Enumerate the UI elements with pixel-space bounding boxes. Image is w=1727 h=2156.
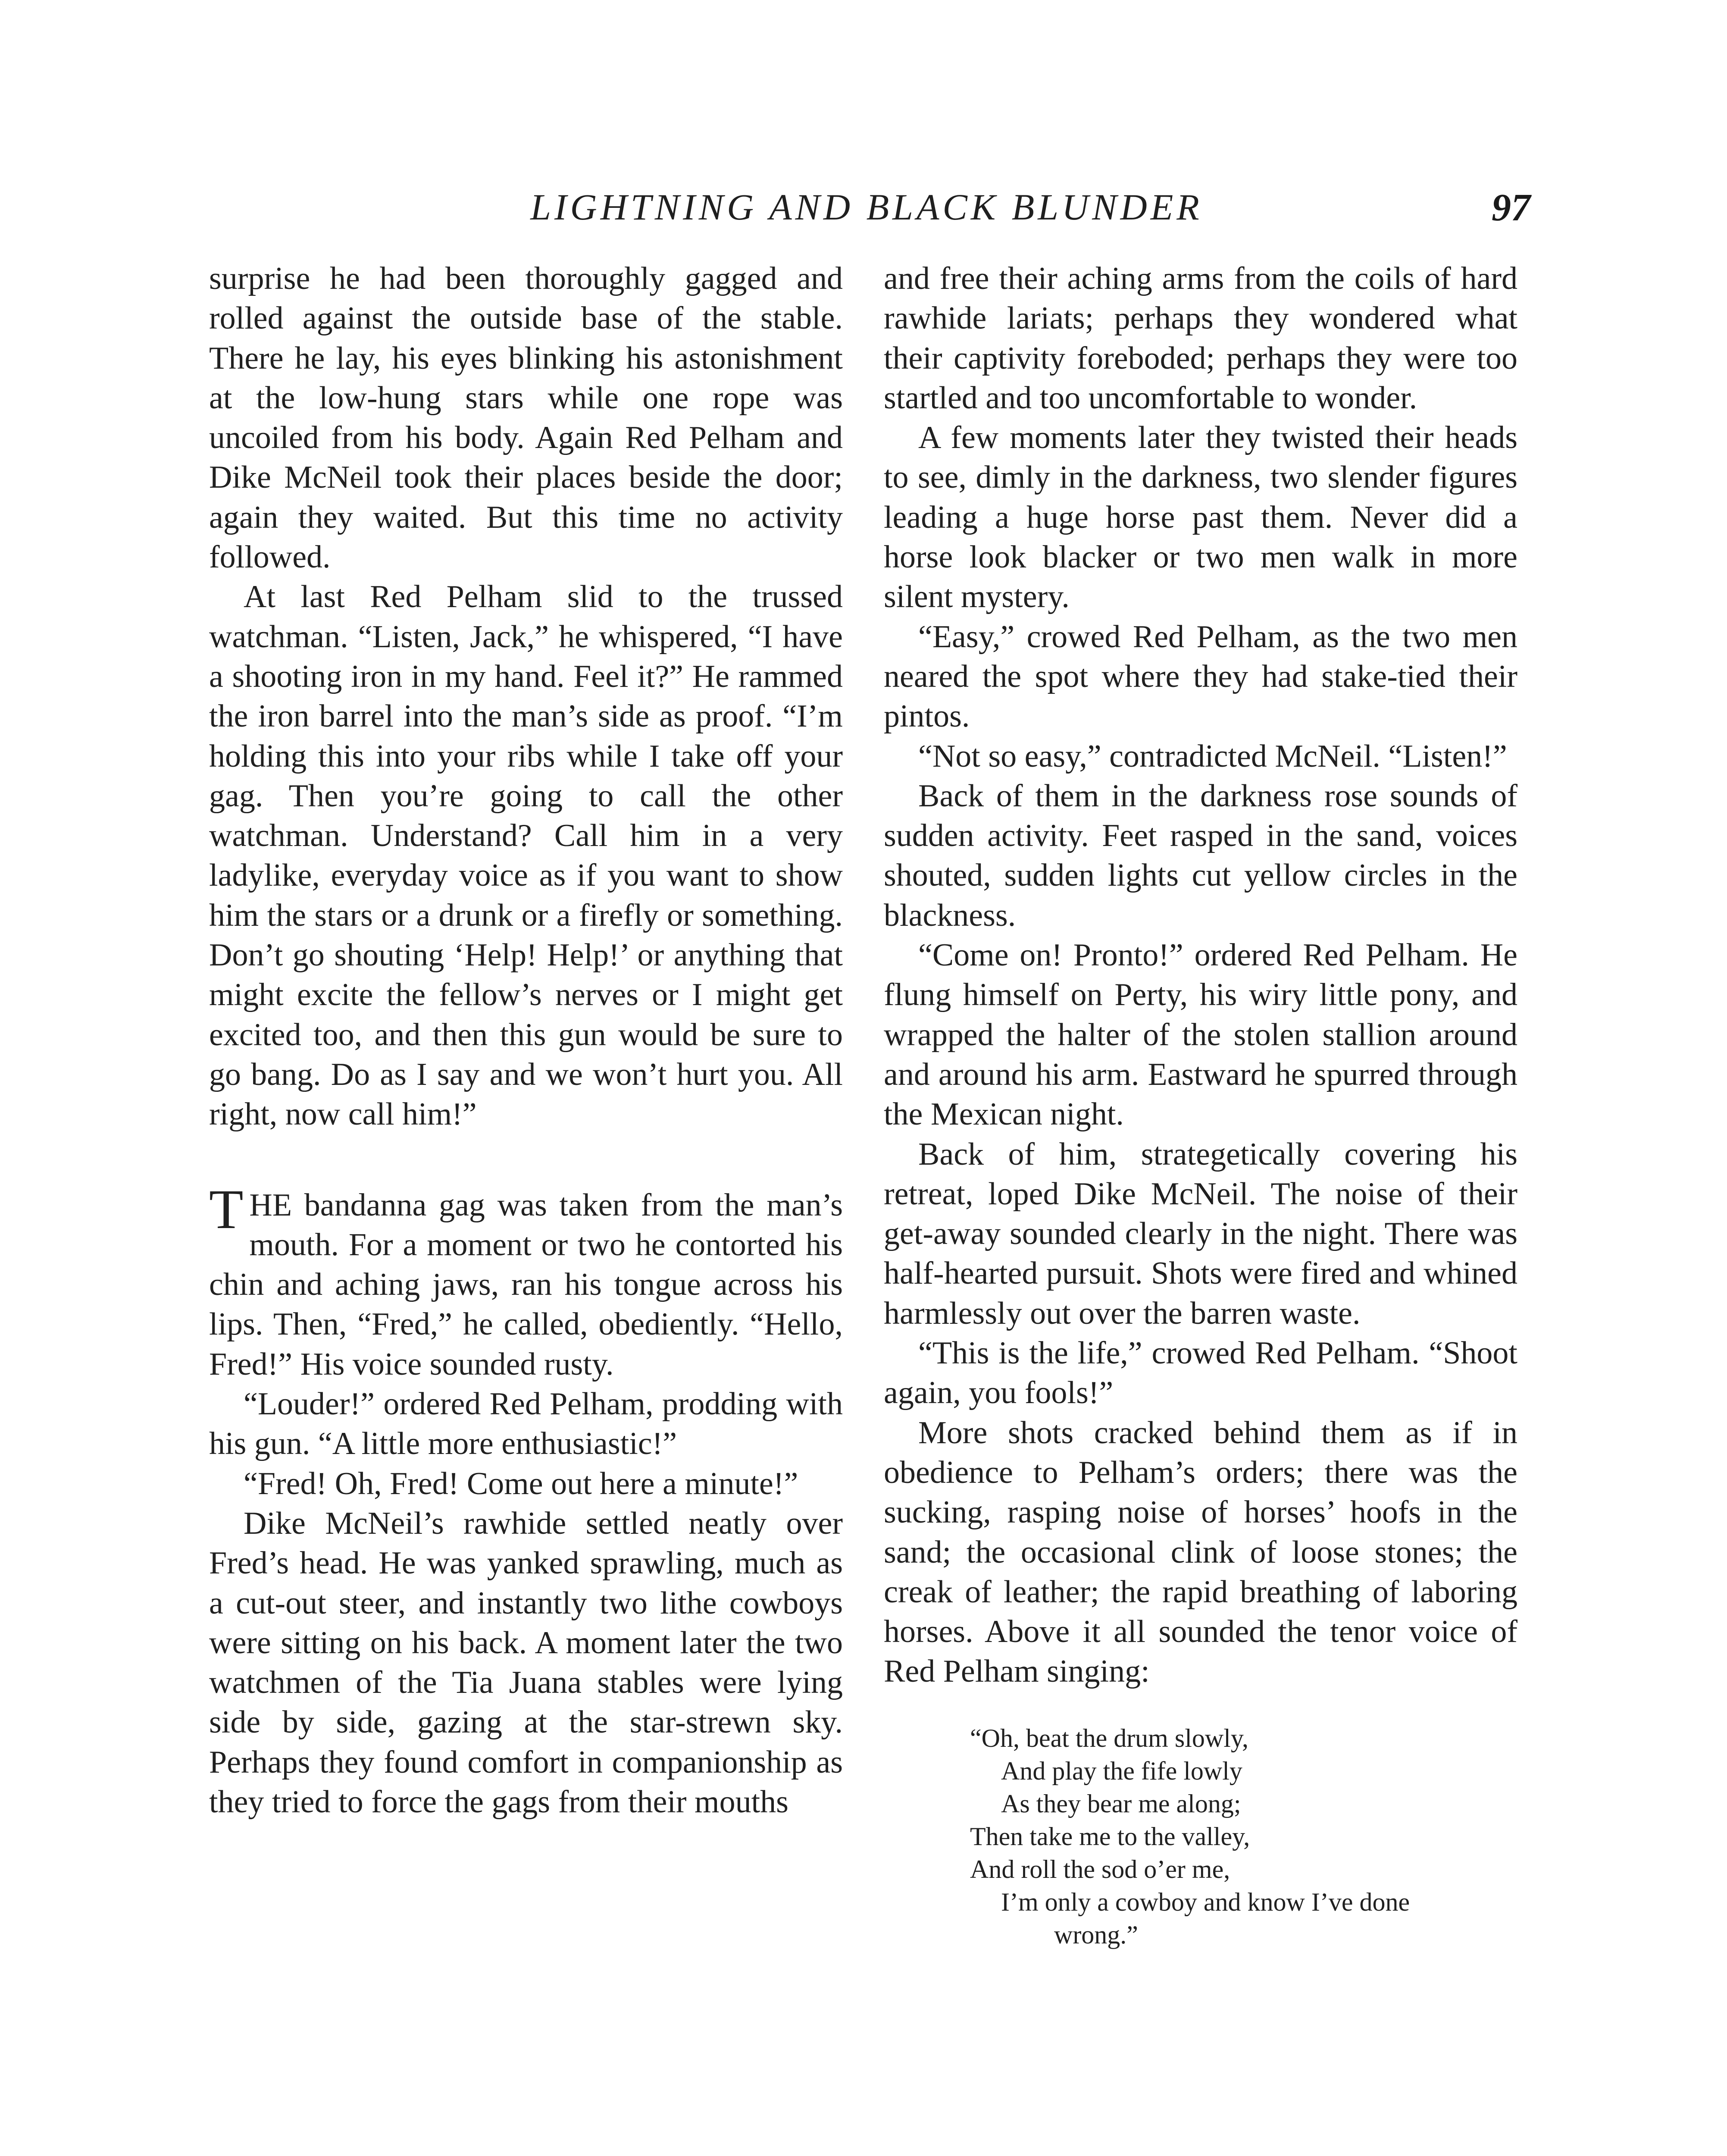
verse-line: As they bear me along; bbox=[1001, 1789, 1241, 1818]
paragraph: “Easy,” crowed Red Pelham, as the two men neared the spot where they had stake-tied their pintos. bbox=[884, 619, 1517, 734]
paragraph: Dike McNeil’s rawhide settled neatly over Fred’s head. He was yanked sprawling, much as a cut-out steer, and instantly two lithe cowboys were sitting on his back. A moment later the two watchmen of the Tia Juana stables were lying side by side, gazing at the star-strewn sky. Perhaps they found comfort in companionship as they tried to force the gags from their mouths bbox=[209, 1505, 843, 1820]
song-verse bbox=[970, 1722, 1517, 1951]
paragraph: “Come on! Pronto!” ordered Red Pelham. He flung himself on Perty, his wiry little pony, and wrapped the halter of the stolen stallion around and around his arm. Eastward he spurred through the Mexican night. bbox=[884, 937, 1517, 1132]
right-column bbox=[884, 259, 1517, 1951]
page-number: 97 bbox=[1492, 186, 1530, 229]
paragraph: A few moments later they twisted their heads to see, dimly in the darkness, two slender figures leading a huge horse past them. Never did a horse look blacker or two men walk in more silent mystery. bbox=[884, 420, 1517, 615]
paragraph: Back of them in the darkness rose sounds of sudden activity. Feet rasped in the sand, voices shouted, sudden lights cut yellow circles in the blackness. bbox=[884, 778, 1517, 933]
section-break bbox=[209, 1134, 843, 1185]
paragraph-text: HE bandanna gag was taken from the man’s mouth. For a moment or two he contorted his chin and aching jaws, ran his tongue across his lips. Then, “Fred,” he called, obediently. “Hello, Fred!” His voice sounded rusty. bbox=[209, 1187, 843, 1382]
running-header-title: LIGHTNING AND BLACK BLUNDER bbox=[530, 186, 1203, 228]
paragraph: More shots cracked behind them as if in obedience to Pelham’s orders; there was the sucking, rasping noise of horses’ hoofs in the sand; the occasional clink of loose stones; the creak of leather; the rapid breathing of laboring horses. Above it all sounded the tenor voice of Red Pelham singing: bbox=[884, 1415, 1517, 1689]
paragraph: “Louder!” ordered Red Pelham, prodding with his gun. “A little more enthusiastic!” bbox=[209, 1386, 843, 1462]
paragraph: At last Red Pelham slid to the trussed watchman. “Listen, Jack,” he whispered, “I have a shooting iron in my hand. Feel it?” He rammed the iron barrel into the man’s side as proof. “I’m holding this into your ribs while I take off your gag. Then you’re going to call the other watchman. Understand? Call him in a very ladylike, everyday voice as if you want to show him the stars or a drunk or a firefly or something. Don’t go shouting ‘Help! Help!’ or anything that might excite the fellow’s nerves or I might get excited too, and then this gun would be sure to go bang. Do as I say and we won’t hurt you. All right, now call him!” bbox=[209, 579, 843, 1132]
paragraph-with-dropcap bbox=[209, 1178, 843, 1384]
verse-line: Then take me to the valley, bbox=[970, 1822, 1250, 1851]
paragraph: and free their aching arms from the coils of hard rawhide lariats; perhaps they wondered what their captivity foreboded; perhaps they were too startled and too uncomfortable to wonder. bbox=[884, 261, 1517, 416]
verse-line: And play the fife lowly bbox=[1001, 1756, 1242, 1785]
paragraph: “Fred! Oh, Fred! Come out here a minute!” bbox=[244, 1466, 798, 1501]
verse-line: “Oh, beat the drum slowly, bbox=[970, 1724, 1248, 1752]
paragraph: “Not so easy,” contradicted McNeil. “Listen!” bbox=[918, 738, 1507, 774]
verse-line: wrong.” bbox=[1054, 1920, 1138, 1949]
paragraph: surprise he had been thoroughly gagged and rolled against the outside base of the stable. There he lay, his eyes blinking his astonishment at the low-hung stars while one rope was uncoiled from his body. Again Red Pelham and Dike McNeil took their places beside the door; again they waited. But this time no activity followed. bbox=[209, 261, 843, 575]
left-column bbox=[209, 259, 843, 1822]
paragraph: “This is the life,” crowed Red Pelham. “Shoot again, you fools!” bbox=[884, 1335, 1517, 1411]
paragraph: Back of him, strategetically covering his retreat, loped Dike McNeil. The noise of their get-away sounded clearly in the night. There was half-hearted pursuit. Shots were fired and whined harmlessly out over the barren waste. bbox=[884, 1136, 1517, 1331]
drop-cap: T bbox=[209, 1178, 244, 1241]
verse-line: And roll the sod o’er me, bbox=[970, 1855, 1230, 1883]
verse-line: I’m only a cowboy and know I’ve done bbox=[1001, 1887, 1410, 1916]
